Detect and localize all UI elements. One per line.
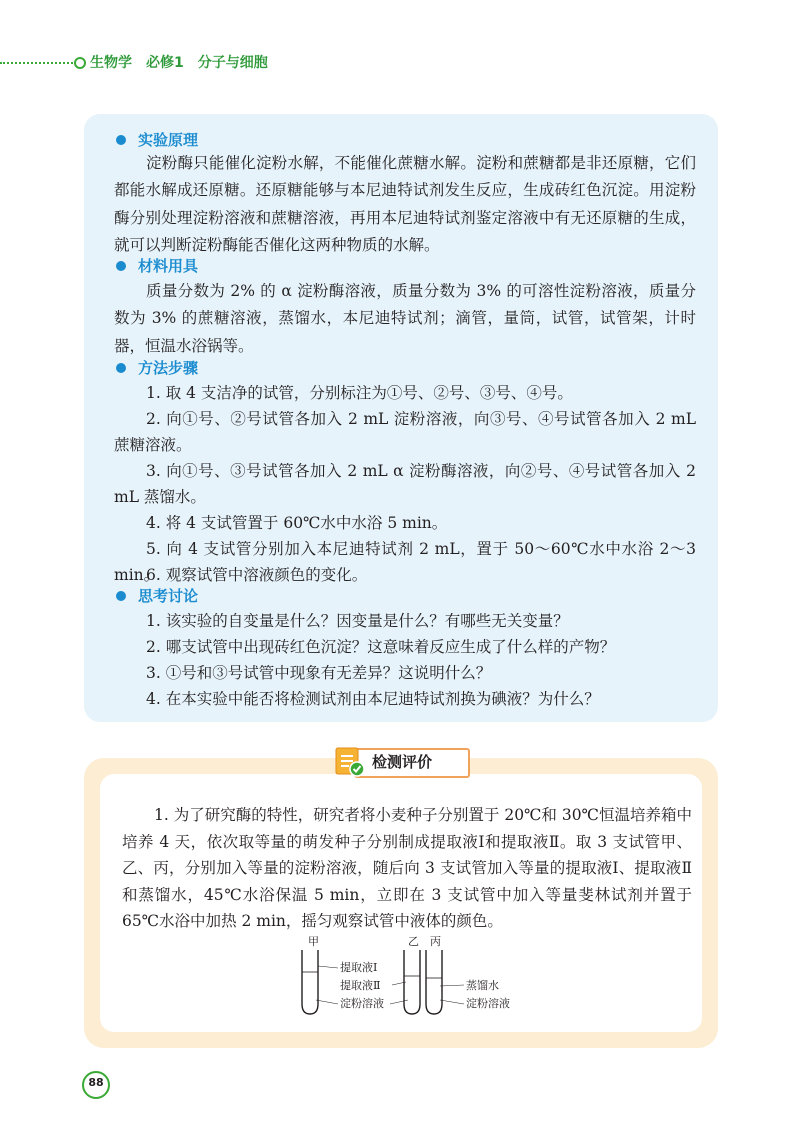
- discussion-item: 3. ①号和③号试管中现象有无差异？这说明什么？: [146, 664, 492, 682]
- page-header: [0, 52, 800, 72]
- label-extract-1: 提取液Ⅰ: [340, 961, 378, 974]
- bullet-dot-icon: [116, 261, 126, 271]
- test-tube-jia: [302, 950, 318, 1014]
- discussion-item: 4. 在本实验中能否将检测试剂由本尼迪特试剂换为碘液？为什么？: [146, 690, 600, 708]
- tube-label-jia: 甲: [308, 935, 319, 948]
- discussion-item: 1. 该实验的自变量是什么？因变量是什么？有哪些无关变量？: [146, 612, 569, 630]
- book-title: 生物学 必修1 分子与细胞: [90, 55, 268, 71]
- header-ring-icon: [74, 57, 86, 69]
- evaluation-question: 1. 为了研究酶的特性，研究者将小麦种子分别置于 20℃和 30℃恒温培养箱中培养 4 天，依次取等量的萌发种子分别制成提取液Ⅰ和提取液Ⅱ。取 3 支试管甲、乙、丙，分别加入等量的淀粉溶液，随后向 3 支试管加入等量的提取液Ⅰ、提取液Ⅱ和蒸馏水，45℃水浴保温 5 min，立即在 3 支试管中加入等量斐林试剂并置于 65℃水浴中加热 2 min，摇匀观察试管中液体的颜色。: [122, 806, 692, 930]
- bullet-dot-icon: [116, 591, 126, 601]
- step-item: 2. 向①号、②号试管各加入 2 mL 淀粉溶液，向③号、④号试管各加入 2 mL 蔗糖溶液。: [114, 410, 696, 454]
- leader-line: [316, 1000, 338, 1004]
- step-item: 5. 向 4 支试管分别加入本尼迪特试剂 2 mL，置于 50～60℃水中水浴 2～3 min。: [114, 540, 696, 584]
- principle-text: 淀粉酶只能催化淀粉水解，不能催化蔗糖水解。淀粉和蔗糖都是非还原糖，它们都能水解成还原糖。还原糖能够与本尼迪特试剂发生反应，生成砖红色沉淀。用淀粉酶分别处理淀粉溶液和蔗糖溶液，再用本尼迪特试剂鉴定溶液中有无还原糖的生成，就可以判断淀粉酶能否催化这两种物质的水解。: [114, 154, 696, 254]
- materials-text: 质量分数为 2% 的 α 淀粉酶溶液，质量分数为 3% 的可溶性淀粉溶液，质量分数为 3% 的蔗糖溶液，蒸馏水，本尼迪特试剂；滴管，量筒，试管，试管架，计时器，恒温水浴锅等。: [114, 282, 696, 355]
- test-tube-diagram: [296, 934, 526, 1020]
- step-item: 4. 将 4 支试管置于 60℃水中水浴 5 min。: [146, 514, 448, 532]
- header-dotted-rule: [0, 62, 76, 64]
- page-number: [82, 1071, 110, 1099]
- discussion-item: 2. 哪支试管中出现砖红色沉淀？这意味着反应生成了什么样的产物？: [146, 638, 616, 656]
- bullet-dot-icon: [116, 135, 126, 145]
- step-item: 3. 向①号、③号试管各加入 2 mL α 淀粉酶溶液，向②号、④号试管各加入 2 mL 蒸馏水。: [114, 462, 696, 506]
- step-item: 6. 观察试管中溶液颜色的变化。: [146, 566, 368, 584]
- test-tube-bing: [426, 950, 442, 1014]
- notepad-check-icon: [332, 744, 372, 778]
- step-item: 1. 取 4 支洁净的试管，分别标注为①号、②号、③号、④号。: [146, 384, 573, 402]
- label-starch-right: 淀粉溶液: [466, 997, 510, 1010]
- evaluation-badge: [332, 746, 468, 778]
- test-tube-yi: [404, 950, 420, 1014]
- evaluation-badge-label: 检测评价: [372, 753, 433, 771]
- label-distilled-water: 蒸馏水: [466, 979, 499, 992]
- leader-line: [390, 1000, 408, 1004]
- tube-label-bing: 丙: [430, 935, 441, 948]
- leader-line: [440, 1000, 464, 1004]
- page-number-text: 88: [88, 1076, 104, 1089]
- bullet-dot-icon: [116, 363, 126, 373]
- leader-line: [318, 966, 338, 968]
- label-extract-2: 提取液Ⅱ: [340, 979, 381, 992]
- label-starch-left: 淀粉溶液: [340, 997, 384, 1010]
- tube-label-yi: 乙: [408, 935, 419, 948]
- leader-line: [440, 985, 464, 986]
